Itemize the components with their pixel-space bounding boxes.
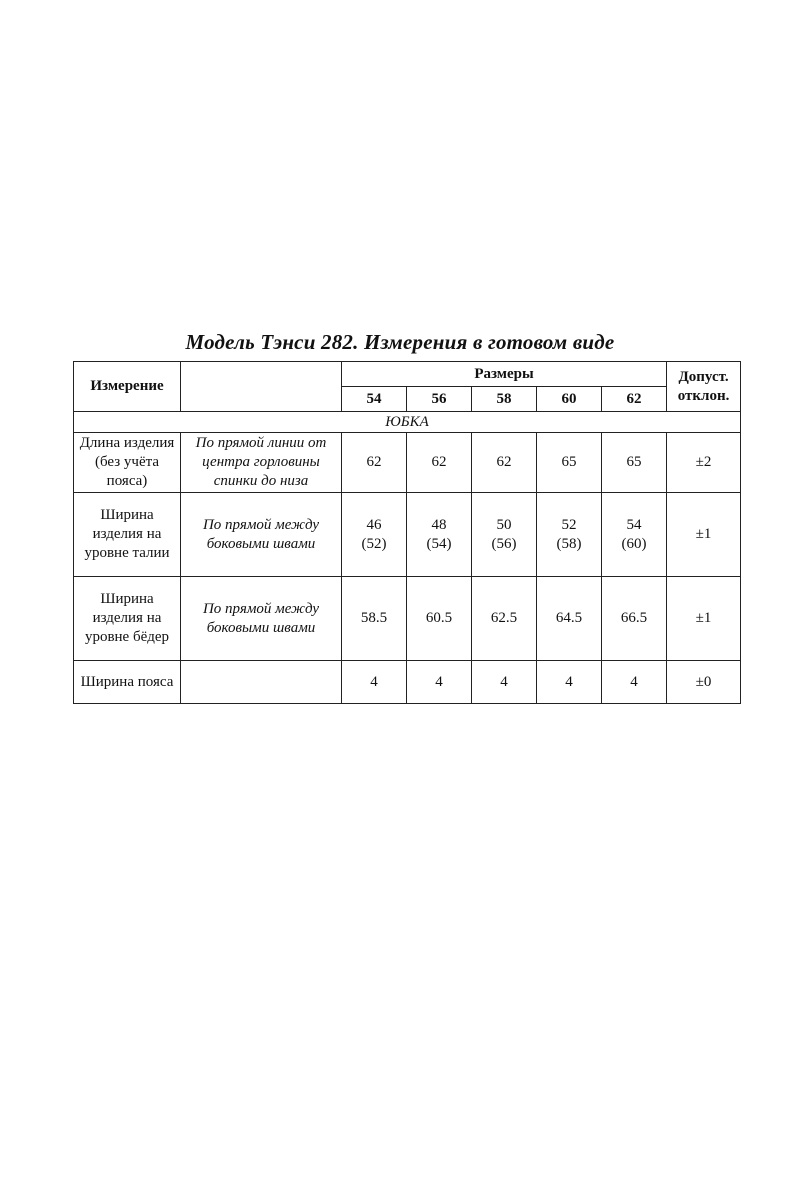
row-value-alt: (54) (426, 535, 452, 552)
row-value-main: 46 (366, 516, 382, 533)
header-method-empty (181, 362, 342, 412)
header-size: 58 (472, 387, 537, 412)
row-tolerance: ±1 (667, 577, 741, 661)
section-label: ЮБКА (74, 412, 741, 433)
header-size: 56 (407, 387, 472, 412)
header-tolerance-line1: Допуст. (678, 368, 729, 385)
table-row (74, 433, 741, 493)
row-value: 4 (602, 661, 667, 704)
row-measurement-name: Ширина изделия на уровне бёдер (74, 577, 181, 661)
row-value: 62 (342, 433, 407, 493)
header-size: 54 (342, 387, 407, 412)
header-size: 60 (537, 387, 602, 412)
header-tolerance-line2: отклон. (677, 387, 730, 404)
row-value: 4 (342, 661, 407, 704)
row-value (602, 493, 667, 577)
section-row (74, 412, 741, 433)
header-size: 62 (602, 387, 667, 412)
header-sizes-label: Размеры (342, 362, 667, 387)
header-row-1 (74, 362, 741, 387)
row-value-alt: (56) (491, 535, 517, 552)
header-measurement: Измерение (74, 362, 181, 412)
row-tolerance: ±1 (667, 493, 741, 577)
row-method: По прямой между боковыми швами (181, 493, 342, 577)
row-method: По прямой линии от центра горловины спинки до низа (181, 433, 342, 493)
row-value-main: 54 (626, 516, 642, 533)
row-value: 4 (472, 661, 537, 704)
row-value (342, 493, 407, 577)
row-value-alt: (52) (361, 535, 387, 552)
row-value (472, 493, 537, 577)
row-value: 62 (472, 433, 537, 493)
row-value: 65 (602, 433, 667, 493)
row-value: 65 (537, 433, 602, 493)
row-value-alt: (58) (556, 535, 582, 552)
measurements-table (73, 361, 741, 704)
row-value: 60.5 (407, 577, 472, 661)
table-row (74, 661, 741, 704)
row-value: 62 (407, 433, 472, 493)
header-tolerance (667, 362, 741, 412)
row-measurement-name: Ширина пояса (74, 661, 181, 704)
row-value-main: 50 (496, 516, 512, 533)
row-measurement-name: Ширина изделия на уровне талии (74, 493, 181, 577)
page-title: Модель Тэнси 282. Измерения в готовом виде (185, 330, 615, 354)
row-method: По прямой между боковыми швами (181, 577, 342, 661)
row-value: 66.5 (602, 577, 667, 661)
row-value-alt: (60) (621, 535, 647, 552)
row-value: 64.5 (537, 577, 602, 661)
row-value-main: 52 (561, 516, 577, 533)
row-value: 4 (407, 661, 472, 704)
row-value: 62.5 (472, 577, 537, 661)
row-measurement-name: Длина изделия (без учёта пояса) (74, 433, 181, 493)
table-row (74, 493, 741, 577)
row-value (407, 493, 472, 577)
row-value (537, 493, 602, 577)
row-tolerance: ±2 (667, 433, 741, 493)
row-tolerance: ±0 (667, 661, 741, 704)
row-value: 58.5 (342, 577, 407, 661)
row-method (181, 661, 342, 704)
row-value-main: 48 (431, 516, 447, 533)
table-row (74, 577, 741, 661)
row-value: 4 (537, 661, 602, 704)
